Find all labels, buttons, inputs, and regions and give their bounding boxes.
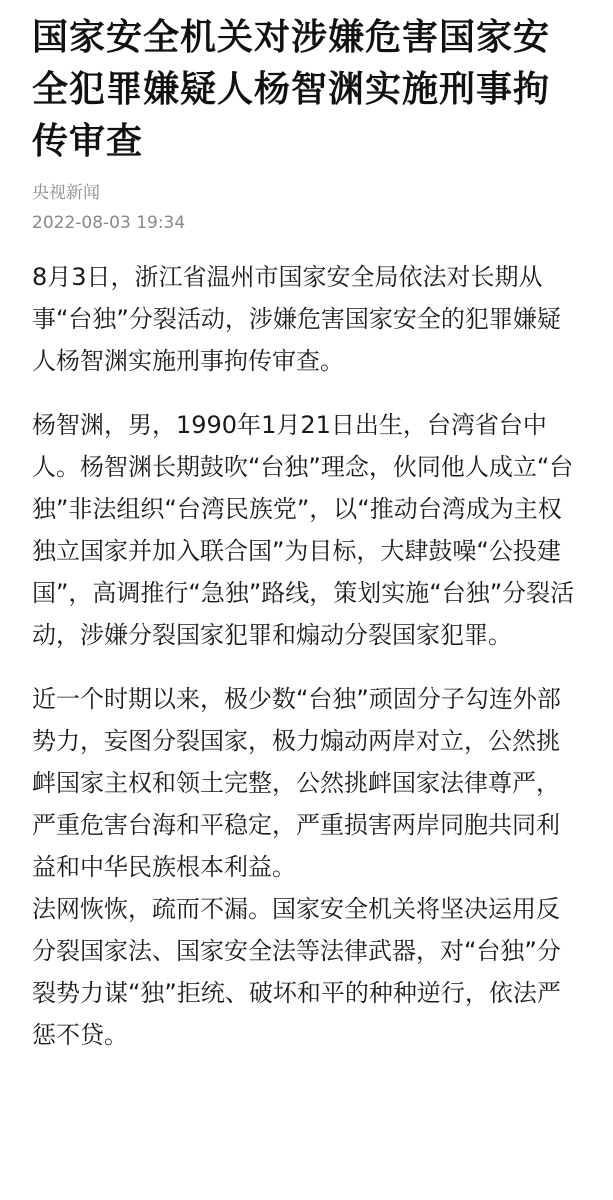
paragraph: 杨智渊，男，1990年1月21日出生，台湾省台中人。杨智渊长期鼓吹“台独”理念，伙同他人成立“台独”非法组织“台湾民族党”，以“推动台湾成为主权独立国家并加入联合国”为目标，大肆鼓噪“公投建国”，高调推行“急独”路线，策划实施“台独”分裂活动，涉嫌分裂国家犯罪和煽动分裂国家犯罪。 bbox=[32, 411, 575, 649]
paragraph: 8月3日，浙江省温州市国家安全局依法对长期从事“台独”分裂活动，涉嫌危害国家安全的犯罪嫌疑人杨智渊实施刑事拘传审查。 bbox=[32, 263, 561, 375]
article-source[interactable]: 央视新闻 bbox=[32, 183, 100, 203]
article-datetime: 2022-08-03 19:34 bbox=[32, 213, 186, 233]
paragraph: 近一个时期以来，极少数“台独”顽固分子勾连外部势力，妄图分裂国家，极力煽动两岸对立，公然挑衅国家主权和领土完整，公然挑衅国家法律尊严，严重危害台海和平稳定，严重损害两岸同胞共同利益和中华民族根本利益。 bbox=[32, 685, 561, 881]
article-body bbox=[32, 256, 581, 1056]
paragraph: 法网恢恢，疏而不漏。国家安全机关将坚决运用反分裂国家法、国家安全法等法律武器，对“台独”分裂势力谋“独”拒统、破坏和平的种种逆行，依法严惩不贷。 bbox=[32, 895, 561, 1049]
article-title: 国家安全机关对涉嫌危害国家安全犯罪嫌疑人杨智渊实施刑事拘传审查 bbox=[32, 17, 551, 162]
